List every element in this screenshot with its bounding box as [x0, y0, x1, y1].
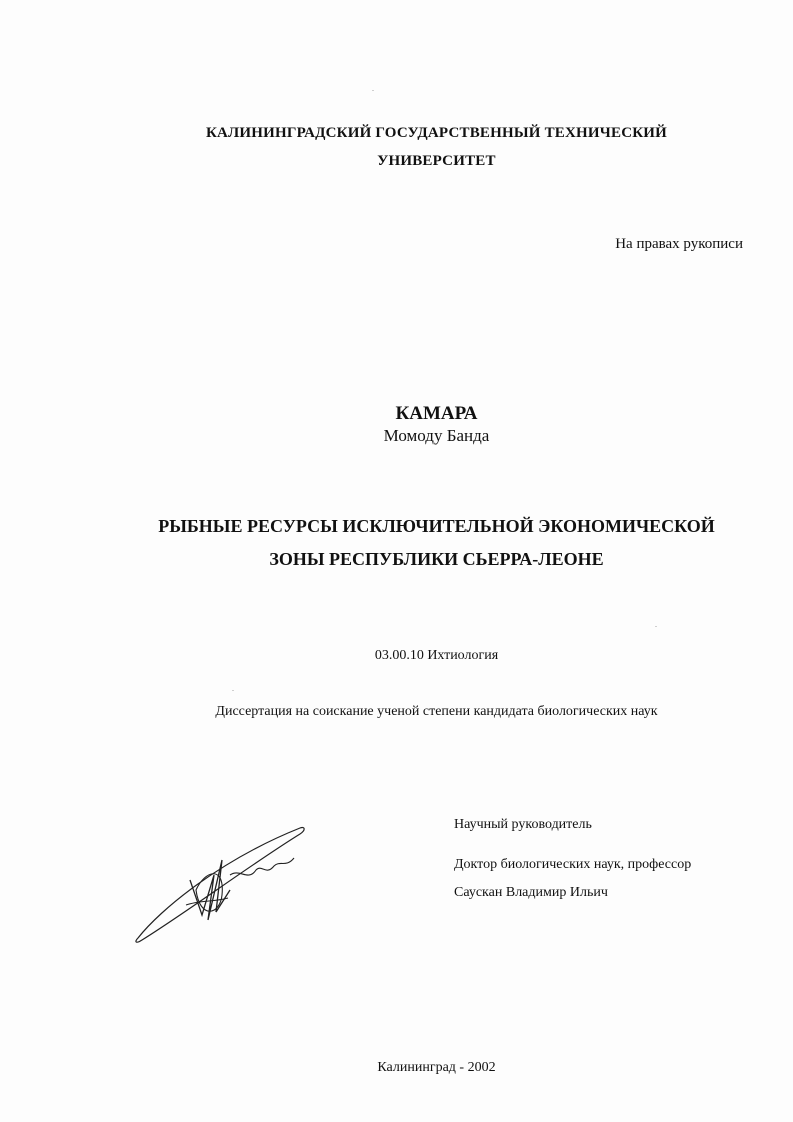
supervisor-role: Научный руководитель — [454, 817, 592, 832]
thesis-title-line-1: РЫБНЫЕ РЕСУРСЫ ИСКЛЮЧИТЕЛЬНОЙ ЭКОНОМИЧЕСКОЙ — [158, 516, 715, 536]
degree-statement: Диссертация на соискание ученой степени кандидата биологических наук — [215, 704, 658, 719]
university-name-line-1: КАЛИНИНГРАДСКИЙ ГОСУДАРСТВЕННЫЙ ТЕХНИЧЕСКИЙ — [205, 125, 668, 141]
author-surname: КАМАРА — [395, 403, 478, 424]
author-given-names: Момоду Банда — [383, 426, 490, 445]
university-name-line-2: УНИВЕРСИТЕТ — [377, 153, 496, 169]
scan-speck — [655, 626, 657, 627]
specialty: 03.00.10 Ихтиология — [374, 648, 499, 663]
rights-note: На правах рукописи — [615, 236, 743, 252]
scan-speck — [372, 90, 374, 91]
thesis-title-line-2: ЗОНЫ РЕСПУБЛИКИ СЬЕРРА-ЛЕОНЕ — [269, 549, 604, 569]
place-and-year: Калининград - 2002 — [377, 1060, 496, 1075]
handwritten-signature — [130, 820, 310, 945]
supervisor-name: Саускан Владимир Ильич — [454, 885, 608, 900]
supervisor-credentials: Доктор биологических наук, профессор — [454, 857, 692, 872]
scan-speck — [232, 690, 234, 691]
